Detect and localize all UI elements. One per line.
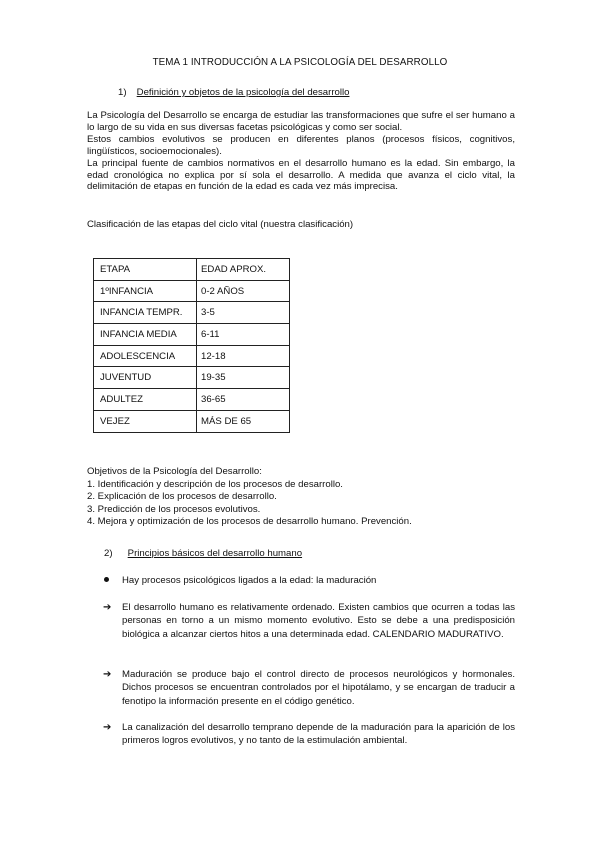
arrow-item-text: El desarrollo humano es relativamente ordenado. Existen cambios que ocurren a todas las personas en torno a un mismo momento evolutivo. Esto se debe a una predisposición biológica a alcanzar ciertos hitos a una determinada edad. CALENDARIO MADURATIVO. bbox=[122, 602, 515, 640]
objective-item: 3. Predicción de los procesos evolutivos. bbox=[87, 503, 261, 515]
age-cell: 3-5 bbox=[197, 302, 290, 324]
age-cell: MÁS DE 65 bbox=[197, 410, 290, 432]
bullet-dot-icon bbox=[103, 574, 117, 587]
table-row bbox=[94, 389, 290, 411]
paragraph: Estos cambios evolutivos se producen en diferentes planos (procesos físicos, cognitivos, lingüísticos, socioemocionales). bbox=[87, 133, 515, 157]
document-title: TEMA 1 INTRODUCCIÓN A LA PSICOLOGÍA DEL DESARROLLO bbox=[152, 57, 448, 68]
header-cell: ETAPA bbox=[94, 259, 197, 281]
header-cell: EDAD APROX. bbox=[197, 259, 290, 281]
stage-cell: 1ºINFANCIA bbox=[94, 280, 197, 302]
objective-item: 4. Mejora y optimización de los procesos de desarrollo humano. Prevención. bbox=[87, 515, 412, 527]
bullet-item bbox=[103, 574, 515, 587]
stage-cell: ADULTEZ bbox=[94, 389, 197, 411]
table-row bbox=[94, 367, 290, 389]
stage-cell: JUVENTUD bbox=[94, 367, 197, 389]
arrow-right-icon: ➔ bbox=[103, 669, 112, 680]
arrow-item-text: Maduración se produce bajo el control directo de procesos neurológicos y hormonales. Dichos procesos se encuentran controlados por el hipotálamo, y se encargan de traducir a fenotipo la información presente en el código genético. bbox=[122, 669, 515, 707]
table-row bbox=[94, 324, 290, 346]
section-1-number: 1) bbox=[118, 87, 127, 98]
paragraph: La Psicología del Desarrollo se encarga de estudiar las transformaciones que sufre el ser humano a lo largo de su vida en sus diversas facetas psicológicas y como ser social. bbox=[87, 110, 515, 133]
section-1-heading bbox=[118, 87, 349, 98]
objectives-list bbox=[87, 466, 412, 528]
arrow-right-icon: ➔ bbox=[103, 722, 112, 733]
arrow-item bbox=[103, 721, 515, 748]
section-2-title: Principios básicos del desarrollo humano bbox=[127, 548, 303, 559]
age-cell: 36-65 bbox=[197, 389, 290, 411]
age-cell: 19-35 bbox=[197, 367, 290, 389]
stage-cell: INFANCIA MEDIA bbox=[94, 324, 197, 346]
section-1-title: Definición y objetos de la psicología del desarrollo bbox=[136, 87, 350, 98]
section-2-number: 2) bbox=[104, 548, 113, 559]
age-cell: 12-18 bbox=[197, 345, 290, 367]
arrow-item-text: La canalización del desarrollo temprano depende de la maduración para la aparición de los primeros logros evolutivos, y no tanto de la estimulación ambiental. bbox=[122, 722, 515, 747]
objectives-title: Objetivos de la Psicología del Desarrollo: bbox=[87, 466, 262, 477]
stage-cell: VEJEZ bbox=[94, 410, 197, 432]
table-row bbox=[94, 280, 290, 302]
objective-item: 1. Identificación y descripción de los procesos de desarrollo. bbox=[87, 479, 343, 491]
stage-cell: INFANCIA TEMPR. bbox=[94, 302, 197, 324]
table-caption: Clasificación de las etapas del ciclo vital (nuestra clasificación) bbox=[87, 219, 354, 230]
age-cell: 6-11 bbox=[197, 324, 290, 346]
section-2-heading bbox=[104, 548, 302, 559]
table-row bbox=[94, 410, 290, 432]
life-cycle-table bbox=[93, 258, 290, 433]
arrow-right-icon: ➔ bbox=[103, 602, 112, 613]
arrow-item bbox=[103, 668, 515, 708]
table-header-row bbox=[94, 259, 290, 281]
section-1-body bbox=[87, 110, 515, 193]
table-row bbox=[94, 302, 290, 324]
table-row bbox=[94, 345, 290, 367]
age-cell: 0-2 AÑOS bbox=[197, 280, 290, 302]
arrow-item bbox=[103, 601, 515, 641]
stage-cell: ADOLESCENCIA bbox=[94, 345, 197, 367]
objective-item: 2. Explicación de los procesos de desarrollo. bbox=[87, 491, 277, 503]
paragraph: La principal fuente de cambios normativos en el desarrollo humano es la edad. Sin embargo, la edad cronológica no explica por sí sola el desarrollo. A medida que avanza el ciclo vital, la delimitación de etapas en función de la edad es cada vez más imprecisa. bbox=[87, 157, 515, 193]
bullet-text: Hay procesos psicológicos ligados a la edad: la maduración bbox=[122, 575, 377, 586]
